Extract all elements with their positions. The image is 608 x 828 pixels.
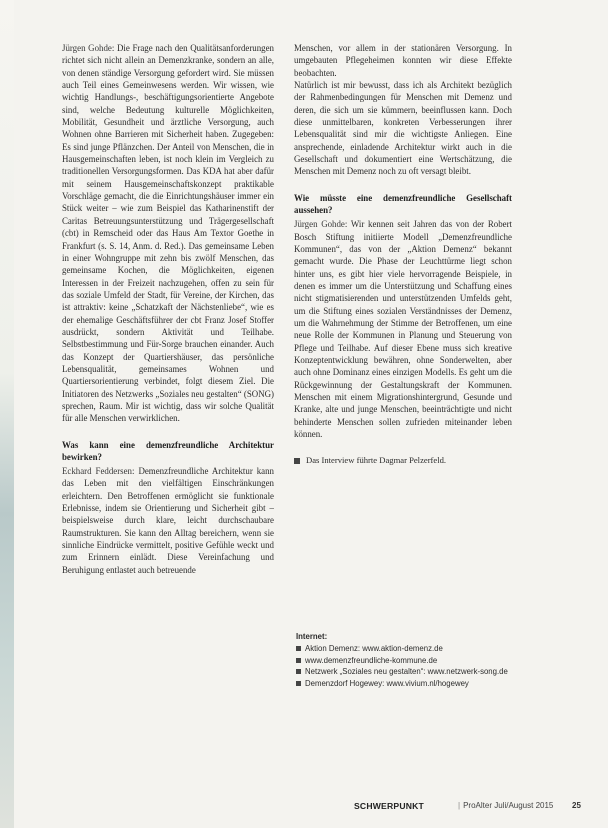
page-edge-photo bbox=[0, 0, 14, 828]
interview-question: Was kann eine demenzfreundliche Architektur bewirken? bbox=[62, 439, 274, 462]
list-item bbox=[296, 655, 512, 666]
publication-info bbox=[455, 801, 553, 810]
paragraph: Natürlich ist mir bewusst, dass ich als Architekt bezüglich der Rahmenbedingungen für Menschen mit Demenz und deren, die sich um sie kümmern, beeinflussen kann. Doch diese unmittelbaren, konkreten Verbesserungen ihrer Lebensqualität sind mir die wichtigste Anliegen. Eine ansprechende, einladende Architektur wirkt auch in die Gesellschaft und dokumentiert eine Wertschätzung, die Menschen mit Demenz noch zu oft versagt bleibt. bbox=[294, 80, 512, 177]
left-column bbox=[62, 42, 274, 576]
link-text[interactable]: Demenzdorf Hogewey: www.vivium.nl/hogewey bbox=[305, 678, 469, 688]
right-column bbox=[294, 42, 512, 467]
paragraph bbox=[62, 465, 274, 576]
list-item bbox=[296, 666, 512, 677]
page-footer bbox=[0, 801, 608, 821]
paragraph: Menschen, vor allem in der stationären Versorgung. In umgebauten Pflegeheimen konnten wir diese Effekte beobachten. bbox=[294, 43, 512, 78]
paragraph-text: Demenzfreundliche Architektur kann das Leben mit den vielfältigen Einschränkungen erleichtern. Den Betroffenen ermöglicht sie funktionale Erlebnisse, indem sie Orientierung und Sicherheit gibt – beispielsweise durch klare, leicht durchschaubare Raumstrukturen. Sie kann den Alltag bereichern, wenn sie sinnliche Eindrücke vermittelt, positive Gefühle weckt und zum Erinnern einlädt. Diese Vereinfachung und Beruhigung entlastet auch betreuende bbox=[62, 466, 274, 575]
bullet-square-icon bbox=[294, 458, 300, 464]
paragraph-text: Die Frage nach den Qualitätsanforderungen richtet sich nicht allein an Demenzkranke, sondern an alle, von denen ständige Versorgung gefordert wird. Sie müssen auch Teil eines Gemeinwesens werden. Wir wissen, wie wichtig Handlungs-, beschäftigungsorientierte Angebote sind, welche Bedeutung kulturelle Möglichkeiten, Mobilität, Gesundheit und ärztliche Versorgung, auch Wohnen ohne Barrieren mit Sicherheit haben. Zugegeben: Es sind junge Pflänzchen. Der Anteil von Menschen, die in Hausgemeinschaften leben, ist noch klein im Vergleich zu traditionellen Versorgungsformen. Das KDA hat aber dafür mit seinem Hausgemeinschaftskonzept praktikable Vorschläge gemacht, die die Einrichtungshäuser immer ein Stück weiter – wie zum Beispiel das Katharinenstift der Caritas Betreuungsunterstützung und Trägergesellschaft (cbt) in Remscheid oder das Haus Am Textor Goethe in Frankfurt (s. S. 14, Anm. d. Red.). Das gemeinsame Leben in einer Wohngruppe mit zehn bis zwölf Menschen, das gemeinsame Kochen, die Möglichkeiten, eigenen Interessen in der Freizeit nachzugehen, offen zu sein für das soziale Umfeld der Stadt, für Vereine, der Kirchen, das ist attraktiv: keine „Schatzkaft der Nächstenliebe“, wie es der ehemalige Geschäftsführer der cbt Franz Josef Stoffer ausdrückt, sondern Aktivität und Teilhabe. Selbstbestimmung und Für-Sorge brauchen einander. Auch das Konzept der Quartiershäuser, das persönliche Lebensqualität, gemeinsames Wohnen und Quartiersorientierung verbindet, folgt diesem Ziel. Die Initiatoren des Netzwerks „Soziales neu gestalten“ (SONG) sprechen, Raum. Mir ist wichtig, dass wir solche Qualität für alle Menschen verwirklichen. bbox=[62, 43, 274, 424]
bullet-square-icon bbox=[296, 681, 301, 686]
bullet-square-icon bbox=[296, 658, 301, 663]
interview-credit bbox=[294, 454, 512, 466]
paragraph bbox=[294, 218, 512, 440]
internet-heading: Internet: bbox=[296, 632, 328, 641]
link-text[interactable]: Aktion Demenz: www.aktion-demenz.de bbox=[305, 644, 443, 654]
paragraph bbox=[62, 42, 274, 425]
link-text[interactable]: Netzwerk „Soziales neu gestalten“: www.netzwerk-song.de bbox=[305, 667, 508, 677]
internet-box bbox=[296, 631, 512, 689]
section-label: SCHWERPUNKT bbox=[354, 801, 424, 811]
magazine-name: ProAlter bbox=[463, 801, 492, 810]
speaker-name: Eckhard Feddersen: bbox=[62, 466, 135, 477]
interview-question: Wie müsste eine demenzfreundliche Gesellschaft aussehen? bbox=[294, 192, 512, 215]
bullet-square-icon bbox=[296, 646, 301, 651]
separator: | bbox=[458, 801, 461, 810]
link-text[interactable]: www.demenzfreundliche-kommune.de bbox=[305, 655, 438, 665]
paragraph-text: Wir kennen seit Jahren das von der Robert Bosch Stiftung initiierte Modell „Demenzfreundliche Kommunen“, das von der „Aktion Demenz“ bekannt gemacht wurde. Die Phase der Leuchttürme liegt schon hinter uns, es gibt hier viele hervorragende Beispiele, in denen es immer um die Unterstützung und Schaffung eines nicht stigmatisierenden und unterstützenden Umfelds geht, um die Stiftung eines sozialen Verständnisses der Demenz, um die Wahrnehmung der Stimme der Betroffenen, um eine neue Rolle der Kommunen in Planung und Steuerung von Pflege und Teilhabe. Auf dieser Ebene muss sich kreative Konzeptentwicklung bewähren, ohne Sonderwelten, aber auch ohne Dominanz eines einzigen Modells. Es geht um die Rückgewinnung der Gestaltungskraft der Kommunen. Menschen mit einem Migrationshintergrund, Gesunde und Kranke, alte und junge Menschen, beeinträchtigte und nicht behinderte Menschen sollen zufrieden miteinander leben können. bbox=[294, 219, 512, 440]
speaker-name: Jürgen Gohde: bbox=[294, 219, 348, 230]
list-item bbox=[296, 643, 512, 654]
list-item bbox=[296, 678, 512, 689]
issue-date: Juli/August 2015 bbox=[494, 801, 554, 810]
bullet-square-icon bbox=[296, 669, 301, 674]
internet-list bbox=[296, 643, 512, 689]
speaker-name: Jürgen Gohde: bbox=[62, 43, 115, 53]
page-number: 25 bbox=[572, 801, 581, 810]
credit-text: Das Interview führte Dagmar Pelzerfeld. bbox=[306, 455, 447, 466]
